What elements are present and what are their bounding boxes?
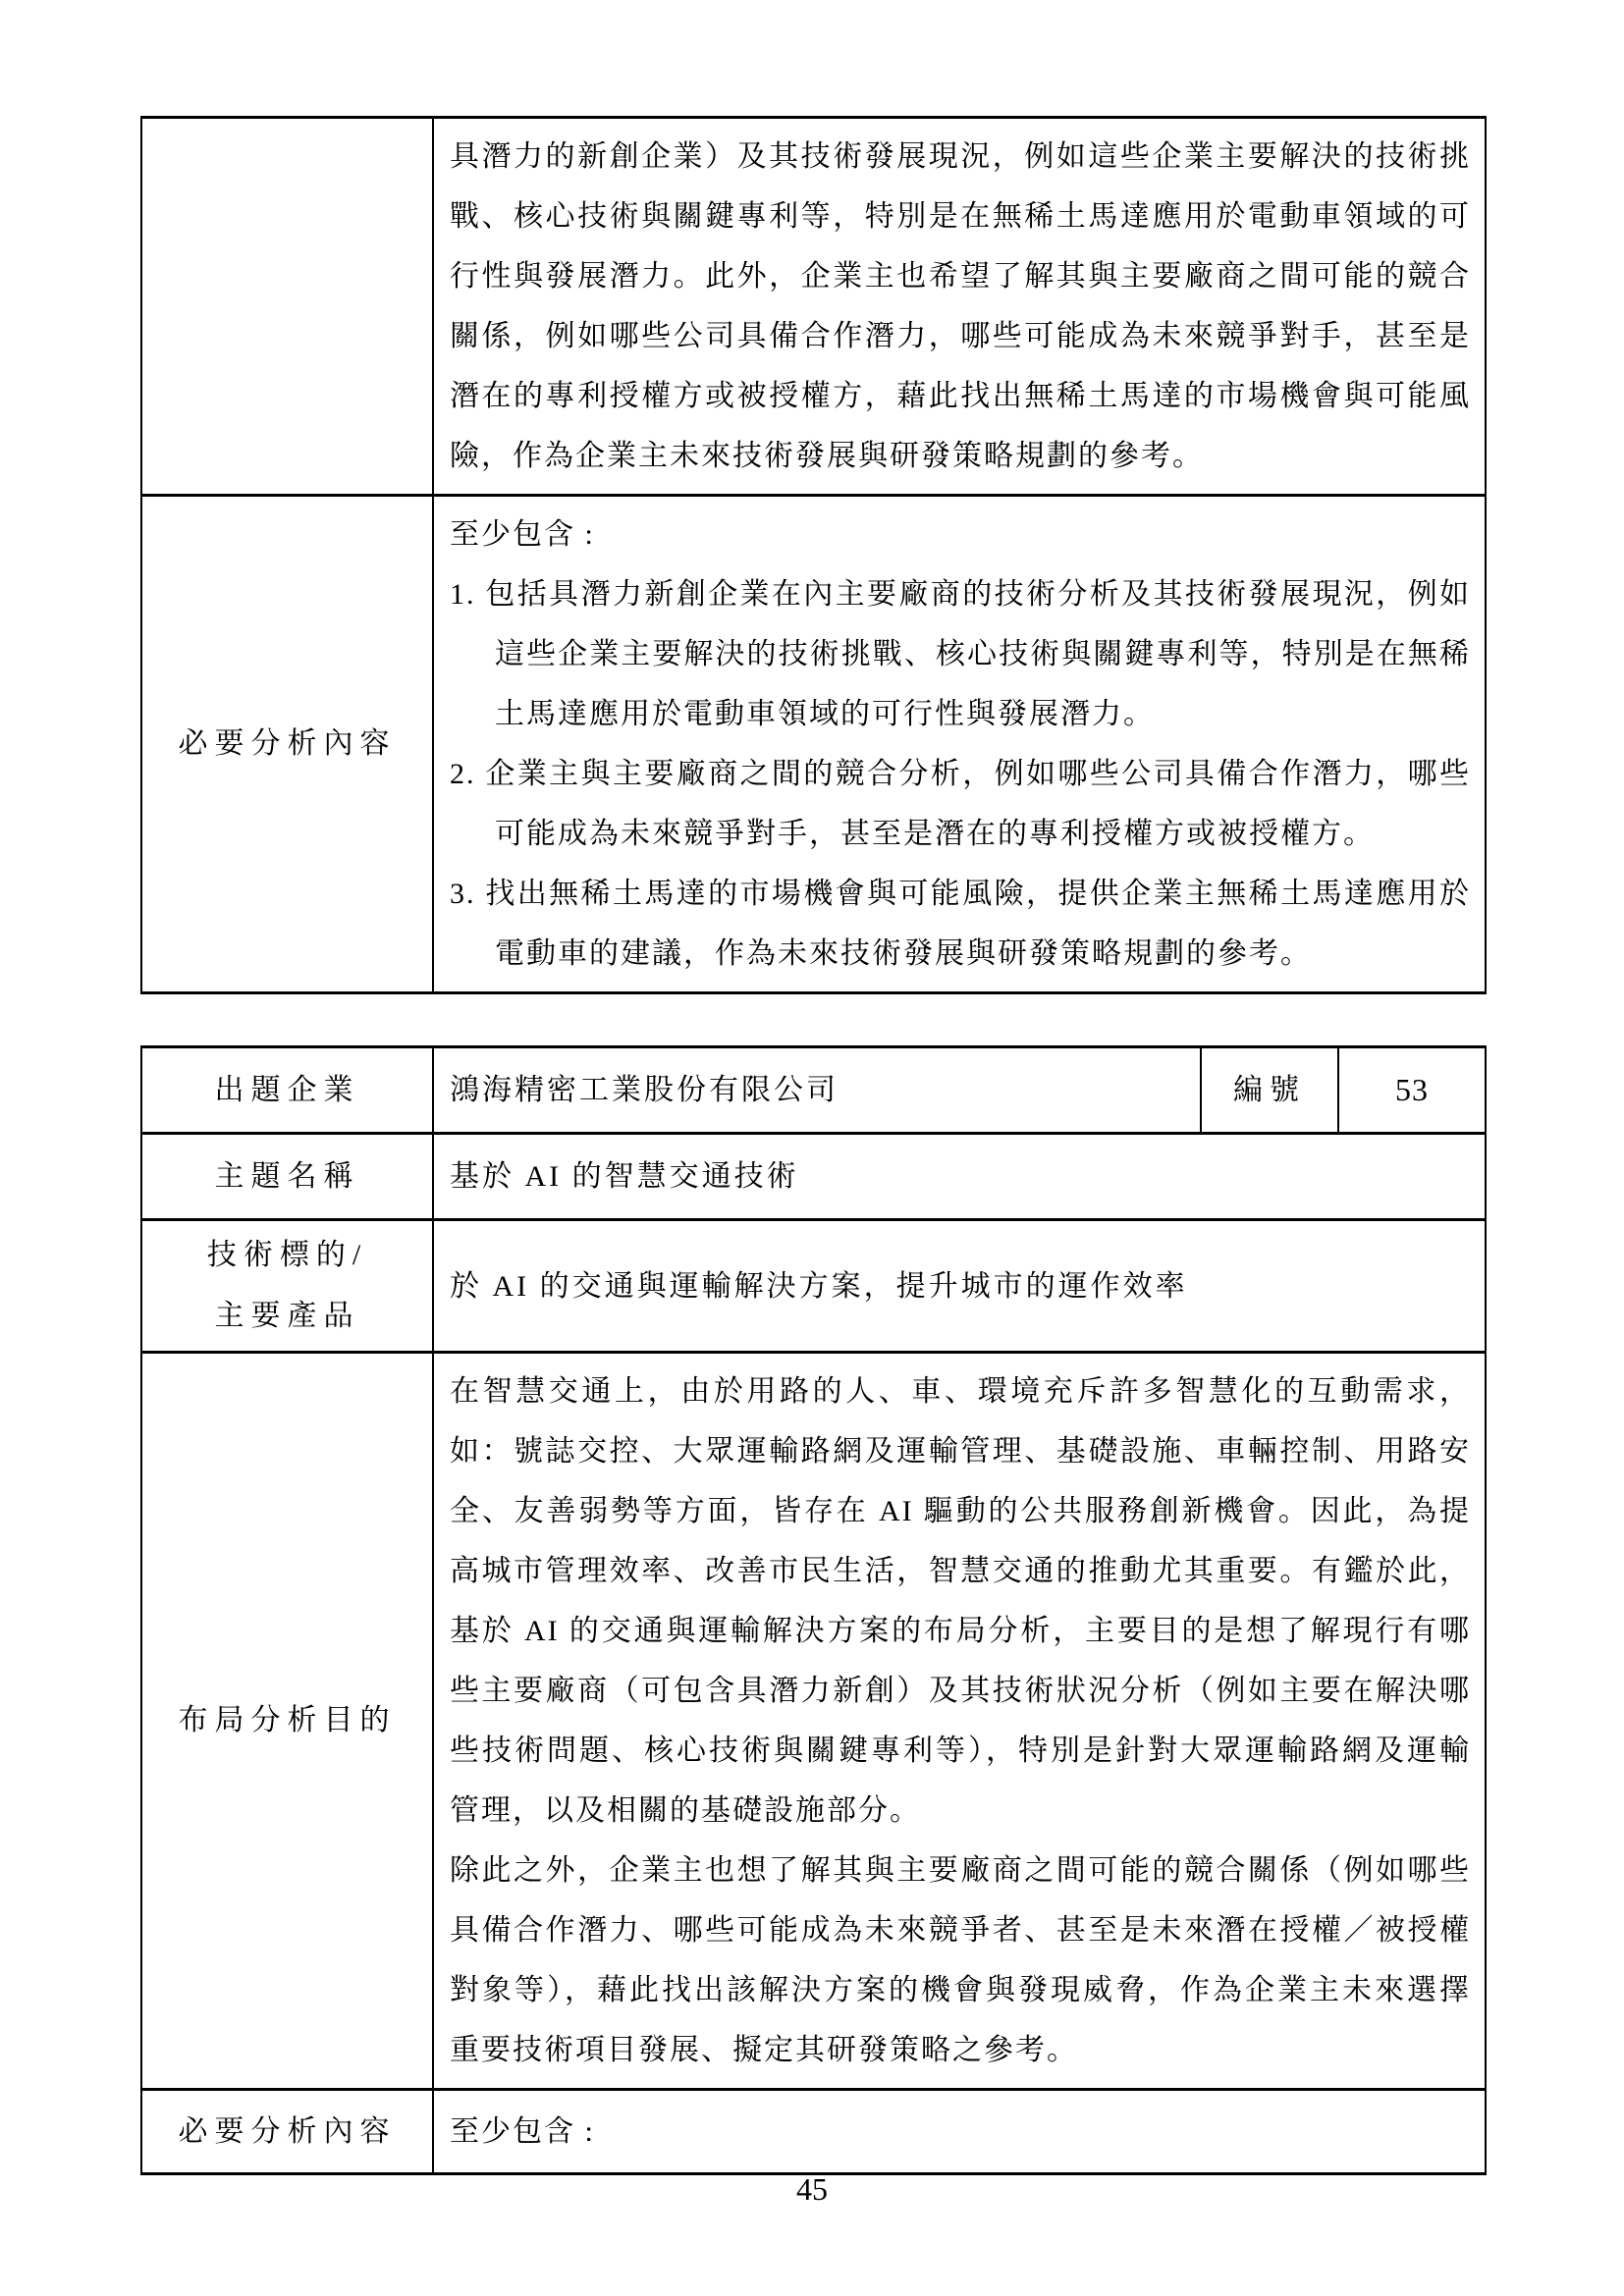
issuing-company-cell <box>433 1047 1201 1134</box>
list-item-3 <box>450 864 1471 984</box>
list-item-text: 找出無稀土馬達的市場機會與可能風險，提供企業主無稀土馬達應用於電動車的建議，作為未來技術發展與研發策略規劃的參考。 <box>485 878 1472 970</box>
serial-number-value: 53 <box>1338 1047 1486 1134</box>
tech-target-label <box>141 1220 433 1353</box>
list-item-text: 包括具潛力新創企業在內主要廠商的技術分析及其技術發展現況，例如這些企業主要解決的技術挑戰、核心技術與關鍵專利等，特別是在無稀土馬達應用於電動車領域的可行性與發展潛力。 <box>485 578 1472 730</box>
page-number: 45 <box>796 2171 828 2207</box>
list-item-text: 企業主與主要廠商之間的競合分析，例如哪些公司具備合作潛力，哪些可能成為未來競爭對手，甚至是潛在的專利授權方或被授權方。 <box>485 758 1472 850</box>
issuing-company-value: 鴻海精密工業股份有限公司 <box>450 1074 839 1106</box>
issuing-company-label: 出題企業 <box>141 1047 433 1134</box>
topic-name-value: 基於 AI 的智慧交通技術 <box>450 1160 799 1193</box>
table-row <box>141 496 1486 993</box>
analysis-table-continued <box>140 116 1487 994</box>
table-row <box>141 118 1486 496</box>
purpose-paragraph-1: 在智慧交通上，由於用路的人、車、環境充斥許多智慧化的互動需求，如：號誌交控、大眾運輸路網及運輸管理、基礎設施、車輛控制、用路安全、友善弱勢等方面，皆存在 AI 驅動的公共服務創新機會。因此，為提高城市管理效率、改善市民生活，智慧交通的推動尤其重要。有鑑於此，基於 AI 的交通與運輸解決方案的布局分析，主要目的是想了解現行有哪些主要廠商（可包含具潛力新創）及其技術狀況分析（例如主要在解決哪些技術問題、核心技術與關鍵專利等），特別是針對大眾運輸路網及運輸管理，以及相關的基礎設施部分。 <box>450 1375 1471 1827</box>
topic-name-cell <box>433 1134 1486 1220</box>
required-analysis-cell-2 <box>433 2090 1486 2174</box>
list-item-1 <box>450 564 1471 744</box>
table-row <box>141 1353 1486 2090</box>
purpose-paragraph-2: 除此之外，企業主也想了解其與主要廠商之間可能的競合關係（例如哪些具備合作潛力、哪些可能成為未來競爭者、甚至是未來潛在授權／被授權對象等），藉此找出該解決方案的機會與發現威脅，作為企業主未來選擇重要技術項目發展、擬定其研發策略之參考。 <box>450 1854 1471 2066</box>
empty-label-cell <box>141 118 433 496</box>
required-analysis-label-2: 必要分析內容 <box>141 2090 433 2174</box>
required-analysis-label: 必要分析內容 <box>141 496 433 993</box>
tech-target-label-line2: 主要產品 <box>214 1300 360 1332</box>
list-item-2 <box>450 744 1471 864</box>
tech-target-value: 於 AI 的交通與運輸解決方案，提升城市的運作效率 <box>450 1269 1188 1303</box>
required-analysis-cell <box>433 496 1486 993</box>
table-row <box>141 2090 1486 2174</box>
topic-name-label: 主題名稱 <box>141 1134 433 1220</box>
table-row <box>141 1047 1486 1134</box>
purpose-continued-text: 具潛力的新創企業）及其技術發展現況，例如這些企業主要解決的技術挑戰、核心技術與關鍵專利等，特別是在無稀土馬達應用於電動車領域的可行性與發展潛力。此外，企業主也希望了解其與主要廠商之間可能的競合關係，例如哪些公司具備合作潛力，哪些可能成為未來競爭對手，甚至是潛在的專利授權方或被授權方，藉此找出無稀土馬達的市場機會與可能風險，作為企業主未來技術發展與研發策略規劃的參考。 <box>450 140 1471 472</box>
list-intro: 至少包含 : <box>450 518 595 551</box>
table-row <box>141 1220 1486 1353</box>
list-item-number: 3. <box>450 878 476 910</box>
tech-target-label-line1: 技術標的/ <box>206 1239 368 1271</box>
layout-analysis-purpose-cell <box>433 1353 1486 2090</box>
list-intro-2: 至少包含 : <box>450 2115 595 2148</box>
list-item-number: 1. <box>450 578 476 611</box>
list-item-number: 2. <box>450 758 476 790</box>
tech-target-cell <box>433 1220 1486 1353</box>
layout-analysis-purpose-label: 布局分析目的 <box>141 1353 433 2090</box>
table-row <box>141 1134 1486 1220</box>
purpose-continued-cell <box>433 118 1486 496</box>
topic-53-table <box>140 1045 1487 2175</box>
serial-number-label: 編號 <box>1201 1047 1338 1134</box>
